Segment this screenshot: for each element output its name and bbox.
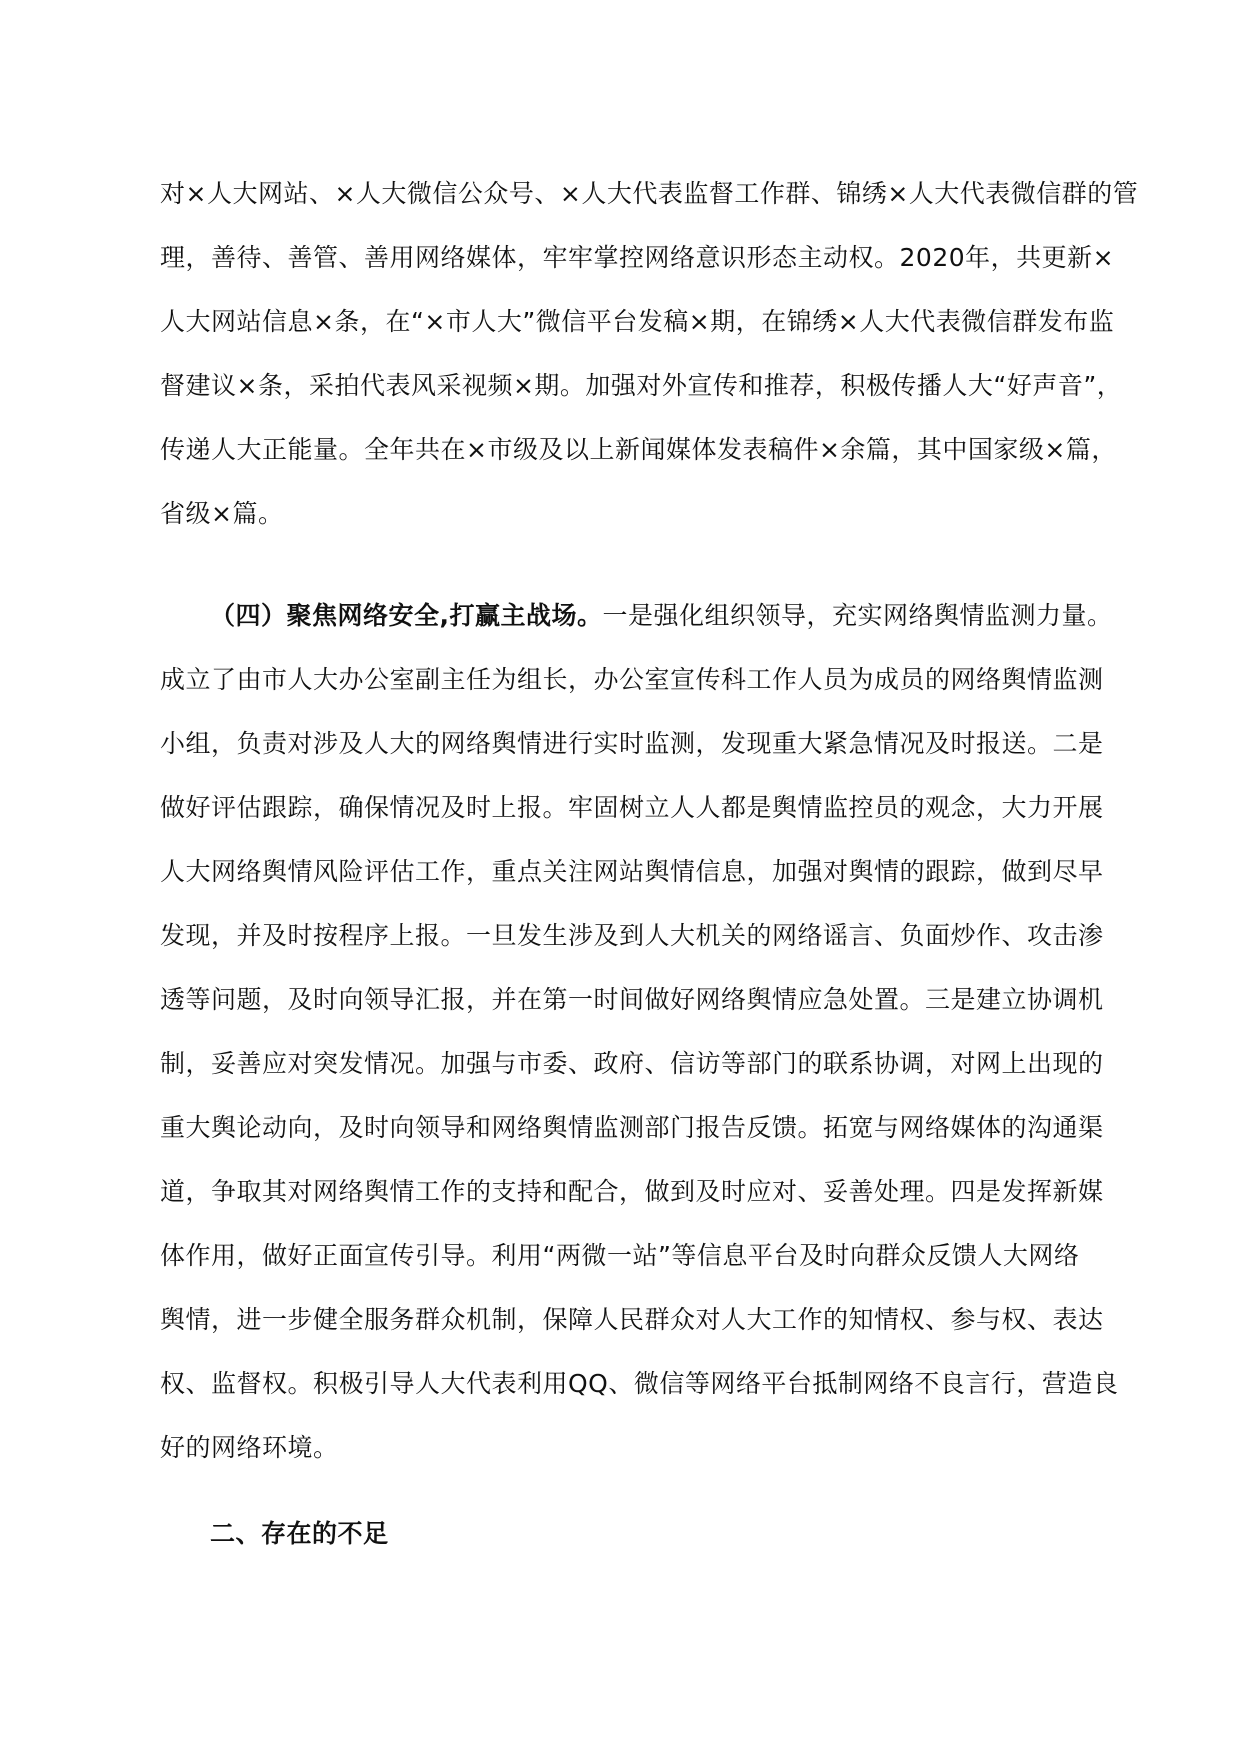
paragraph-line: 制，妥善应对突发情况。加强与市委、政府、信访等部门的联系协调，对网上出现的 <box>160 1049 1104 1078</box>
paragraph-line: 重大舆论动向，及时向领导和网络舆情监测部门报告反馈。拓宽与网络媒体的沟通渠 <box>160 1113 1104 1142</box>
paragraph-line: 道，争取其对网络舆情工作的支持和配合，做到及时应对、妥善处理。四是发挥新媒 <box>160 1177 1104 1206</box>
section-heading: 二、存在的不足 <box>210 1519 389 1548</box>
paragraph-first-line <box>160 584 1113 648</box>
paragraph-1 <box>160 162 1139 546</box>
paragraph-line: 传递人大正能量。全年共在×市级及以上新闻媒体发表稿件×余篇，其中国家级×篇， <box>160 435 1117 464</box>
paragraph-line: 人大网络舆情风险评估工作，重点关注网站舆情信息，加强对舆情的跟踪，做到尽早 <box>160 857 1104 886</box>
paragraph-line-rest: 一是强化组织领导，充实网络舆情监测力量。 <box>602 601 1113 630</box>
paragraph-line: 权、监督权。积极引导人大代表利用QQ、微信等网络平台抵制网络不良言行，营造良 <box>160 1369 1119 1398</box>
paragraph-line: 小组，负责对涉及人大的网络舆情进行实时监测，发现重大紧急情况及时报送。二是 <box>160 729 1104 758</box>
paragraph-line: 督建议×条，采拍代表风采视频×期。加强对外宣传和推荐，积极传播人大“好声音”， <box>160 371 1123 400</box>
paragraph-2 <box>160 584 1119 1480</box>
paragraph-line: 成立了由市人大办公室副主任为组长，办公室宣传科工作人员为成员的网络舆情监测 <box>160 665 1104 694</box>
paragraph-line: 人大网站信息×条，在“×市人大”微信平台发稿×期，在锦绣×人大代表微信群发布监 <box>160 307 1115 336</box>
paragraph-line: 舆情，进一步健全服务群众机制，保障人民群众对人大工作的知情权、参与权、表达 <box>160 1305 1104 1334</box>
paragraph-line: 做好评估跟踪，确保情况及时上报。牢固树立人人都是舆情监控员的观念，大力开展 <box>160 793 1104 822</box>
section-block <box>160 1502 1100 1566</box>
paragraph-line: 理，善待、善管、善用网络媒体，牢牢掌控网络意识形态主动权。2020年，共更新× <box>160 243 1115 272</box>
subsection-heading: （四）聚焦网络安全,打赢主战场。 <box>210 601 603 630</box>
paragraph-line: 发现，并及时按程序上报。一旦发生涉及到人大机关的网络谣言、负面炒作、攻击渗 <box>160 921 1104 950</box>
paragraph-line: 好的网络环境。 <box>160 1433 339 1462</box>
paragraph-line: 透等问题，及时向领导汇报，并在第一时间做好网络舆情应急处置。三是建立协调机 <box>160 985 1104 1014</box>
paragraph-line: 省级×篇。 <box>160 499 284 528</box>
paragraph-line: 对×人大网站、×人大微信公众号、×人大代表监督工作群、锦绣×人大代表微信群的管 <box>160 179 1139 208</box>
paragraph-line: 体作用，做好正面宣传引导。利用“两微一站”等信息平台及时向群众反馈人大网络 <box>160 1241 1080 1270</box>
